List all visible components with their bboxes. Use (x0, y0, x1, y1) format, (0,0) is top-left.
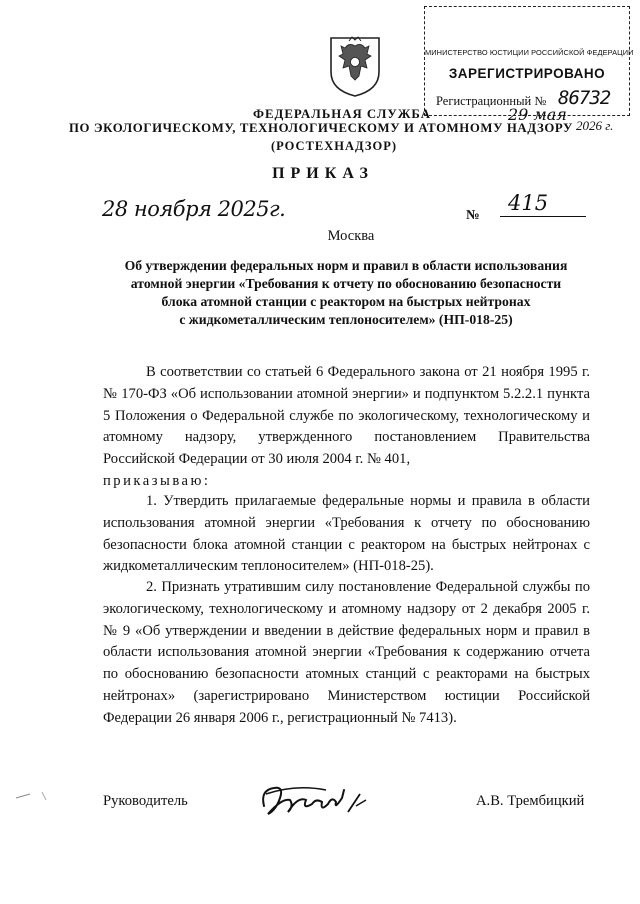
stamp-ministry: МИНИСТЕРСТВО ЮСТИЦИИ РОССИЙСКОЙ ФЕДЕРАЦИИ (425, 48, 634, 57)
item-2: 2. Признать утратившим силу постановление Федеральной службы по экологическому, технологическому и атомному надзору от 2 декабря 2005 г. № 9 «Об утверждении и введении в действие федеральных норм и правил в области использования атомной энергии «Требования к содержанию отчета по обоснованию безопасности атомных станций с реакторами на быстрых нейтронах» (зарегистрировано Министерством юстиции Российской Федерации 26 января 2006 г., регистрационный № 7413). (103, 579, 590, 726)
stamp-reg-label: Регистрационный № (436, 94, 547, 108)
signatory-name: А.В. Трембицкий (476, 793, 585, 809)
coat-of-arms-icon (325, 30, 385, 98)
signature-image (256, 776, 372, 828)
number-underline (500, 216, 586, 217)
subject-line: атомной энергии «Требования к отчету по обоснованию безопасности (130, 276, 562, 291)
preamble-paragraph (103, 362, 590, 493)
stamp-reg-date: 29 мая (508, 105, 567, 124)
order-number: 415 (508, 191, 549, 215)
agency-name-line2: ПО ЭКОЛОГИЧЕСКОМУ, ТЕХНОЛОГИЧЕСКОМУ И АТОМНОМУ НАДЗОРУ (69, 121, 573, 135)
order-date: 28 ноября 2025г. (102, 197, 286, 221)
subject-line: с жидкометаллическим теплоносителем» (НП-018-25) (179, 312, 513, 327)
agency-name-line1: ФЕДЕРАЛЬНАЯ СЛУЖБА (253, 107, 431, 121)
stamp-status: ЗАРЕГИСТРИРОВАНО (448, 66, 606, 81)
preamble-text: В соответствии со статьей 6 Федерального закона от 21 ноября 1995 г. № 170-ФЗ «Об использовании атомной энергии» и подпунктом 5.2.2.1 пункта 5 Положения о Федеральной службе по экологическому, технологическому и атомному надзору, утвержденного постановлением Правительства Российской Федерации от 30 июля 2004 г. № 401, (103, 364, 590, 468)
agency-short-name: (РОСТЕХНАДЗОР) (270, 139, 398, 153)
order-subject (102, 257, 590, 329)
stamp-reg-year: 2026 г. (576, 118, 614, 133)
item-1: 1. Утвердить прилагаемые федеральные нормы и правила в области использования атомной энергии «Требования к отчету по обоснованию безопасности блока атомной станции с реактором на быстрых нейтронах с жидкометаллическим теплоносителем» (НП-018-25). (103, 493, 590, 575)
stamp-reg-number: 86732 (558, 87, 611, 109)
signatory-position: Руководитель (103, 793, 188, 809)
city: Москва (327, 228, 375, 244)
document-title: ПРИКАЗ (272, 165, 374, 182)
margin-mark (14, 790, 48, 802)
subject-line: блока атомной станции с реактором на быстрых нейтронах (161, 294, 531, 309)
order-word: приказываю: (103, 472, 211, 489)
subject-line: Об утверждении федеральных норм и правил в области использования (124, 258, 568, 273)
number-sign: № (466, 207, 480, 222)
